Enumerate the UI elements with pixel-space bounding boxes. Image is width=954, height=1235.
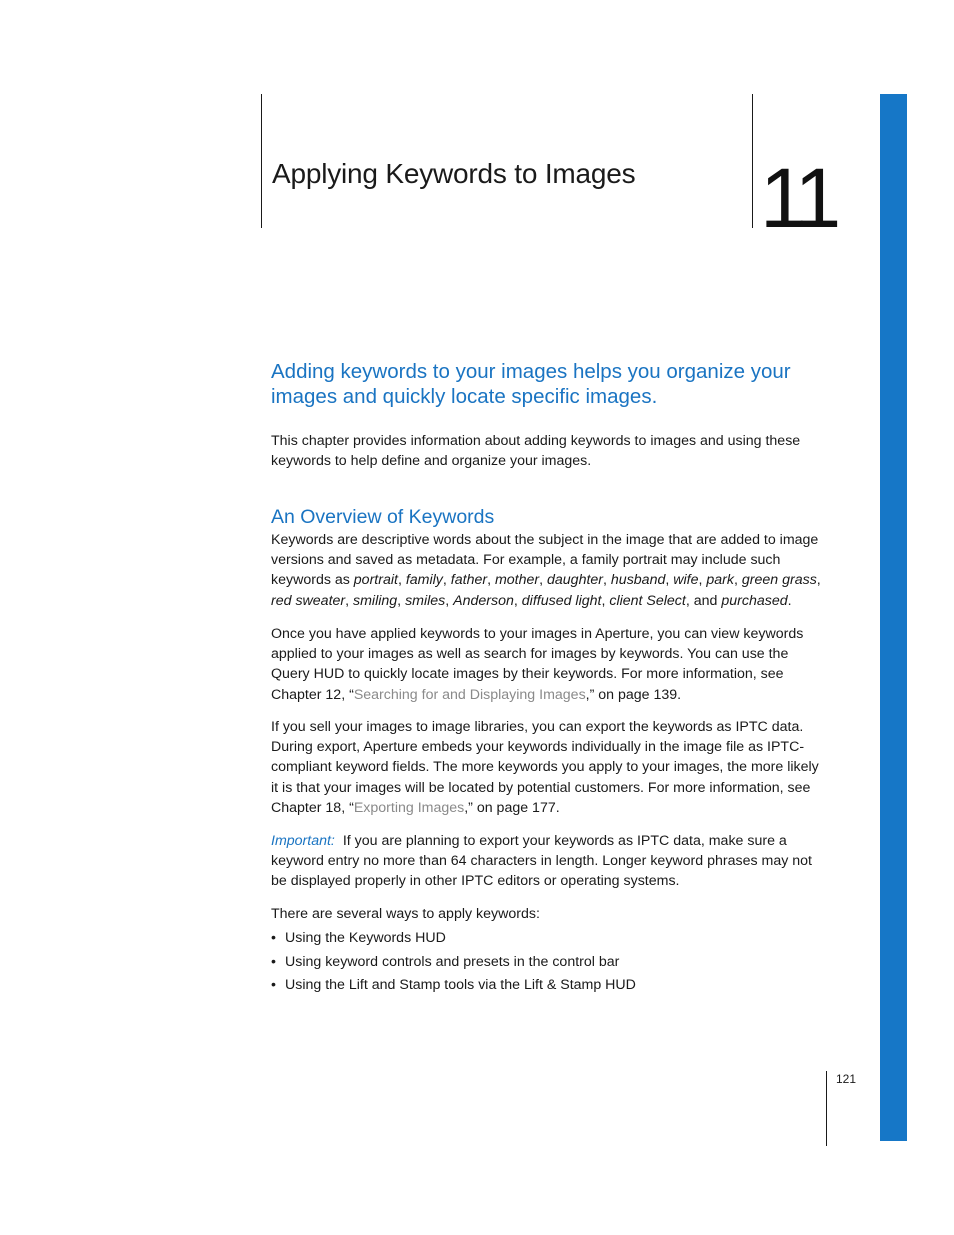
list-item — [271, 952, 826, 976]
keyword-example: green grass — [741, 572, 817, 589]
keyword-example: smiling — [353, 592, 398, 609]
keyword-example: park — [706, 572, 734, 589]
chapter-number-rule — [752, 94, 753, 228]
page-number-rule — [826, 1071, 827, 1146]
p3-before: Once you have applied keywords to your images in Aperture, you can view keywords applied to your images as well as search for images by keywords. You can use the Query HUD to quickly locate images by their keywords. For more information, see Chapter 12, “ — [271, 626, 804, 703]
keyword-example: Anderson — [453, 592, 514, 609]
chapter-18-link[interactable]: Exporting Images — [353, 799, 465, 816]
page-number: 121 — [836, 1072, 857, 1086]
keyword-example: purchased — [721, 592, 788, 609]
keyword-example: red sweater — [271, 592, 346, 609]
keyword-example: portrait — [353, 572, 398, 589]
important-label: Important: — [271, 833, 335, 849]
keyword-example: wife — [673, 572, 699, 589]
keyword-example: husband — [610, 572, 666, 589]
section-heading: An Overview of Keywords — [271, 506, 495, 528]
p2-end: . — [787, 592, 792, 609]
keyword-example: smiles — [405, 592, 446, 609]
bullet-icon: • — [271, 953, 276, 970]
chapter-title: Applying Keywords to Images — [272, 158, 636, 189]
keyword-example: client Select — [609, 592, 686, 609]
title-left-rule — [261, 94, 262, 228]
chapter-12-link[interactable]: Searching for and Displaying Images — [353, 686, 586, 703]
important-text: If you are planning to export your keywords as IPTC data, make sure a keyword entry no more than 64 characters in length. Longer keyword phrases may not be displayed properly in other IPTC editors or operating systems. — [271, 833, 812, 890]
list-item-text: Using keyword controls and presets in the control bar — [285, 953, 620, 970]
p2-text: Keywords are descriptive words about the subject in the image that are added to image versions and saved as metadata. For example, a family portrait may include such keywords as — [271, 532, 819, 589]
p2-and: , and — [685, 592, 722, 609]
list-item-text: Using the Lift and Stamp tools via the Lift & Stamp HUD — [285, 977, 636, 993]
chapter-side-tab — [880, 94, 907, 1141]
chapter-number: 11 — [760, 151, 836, 245]
keyword-example: daughter — [547, 572, 604, 589]
list-item — [271, 975, 826, 999]
important-note — [271, 831, 826, 892]
list-item — [271, 928, 826, 952]
iptc-export-paragraph — [271, 717, 826, 818]
p4-after: ,” on page 177. — [464, 799, 560, 816]
query-hud-paragraph — [271, 624, 826, 705]
p3-after: ,” on page 139. — [585, 686, 682, 703]
p4-before: If you sell your images to image libraries, you can export the keywords as IPTC data. During export, Aperture embeds your keywords individually in the image file as IPTC-compliant keyword fields. The more keywords you apply to your images, the more likely it is that your images will be located by potential customers. For more information, see Chapter 18, “ — [271, 719, 819, 816]
bullet-icon: • — [271, 977, 276, 993]
ways-list — [271, 928, 826, 999]
keyword-example: diffused light — [521, 592, 602, 609]
intro-paragraph: This chapter provides information about adding keywords to images and using these keywords to help define and organize your images. — [271, 433, 801, 470]
list-item-text: Using the Keywords HUD — [285, 930, 446, 946]
keyword-example: mother — [494, 572, 540, 589]
ways-intro: There are several ways to apply keywords: — [271, 906, 540, 922]
keyword-example: family — [405, 572, 443, 589]
chapter-intro: Adding keywords to your images helps you organize your images and quickly locate specific images. — [271, 360, 791, 408]
keyword-example: father — [450, 572, 488, 589]
bullet-icon: • — [271, 930, 276, 946]
keywords-description-paragraph: Keywords are descriptive words about the subject in the image that are added to image versions and saved as metadata. For example, a family portrait may include such keywords as portrait, family, father, mother, daughter, husband, wife, park, green grass, red sweater, smiling, smiles, Anderson, diffused light, client Select, and purchased. — [271, 532, 821, 609]
